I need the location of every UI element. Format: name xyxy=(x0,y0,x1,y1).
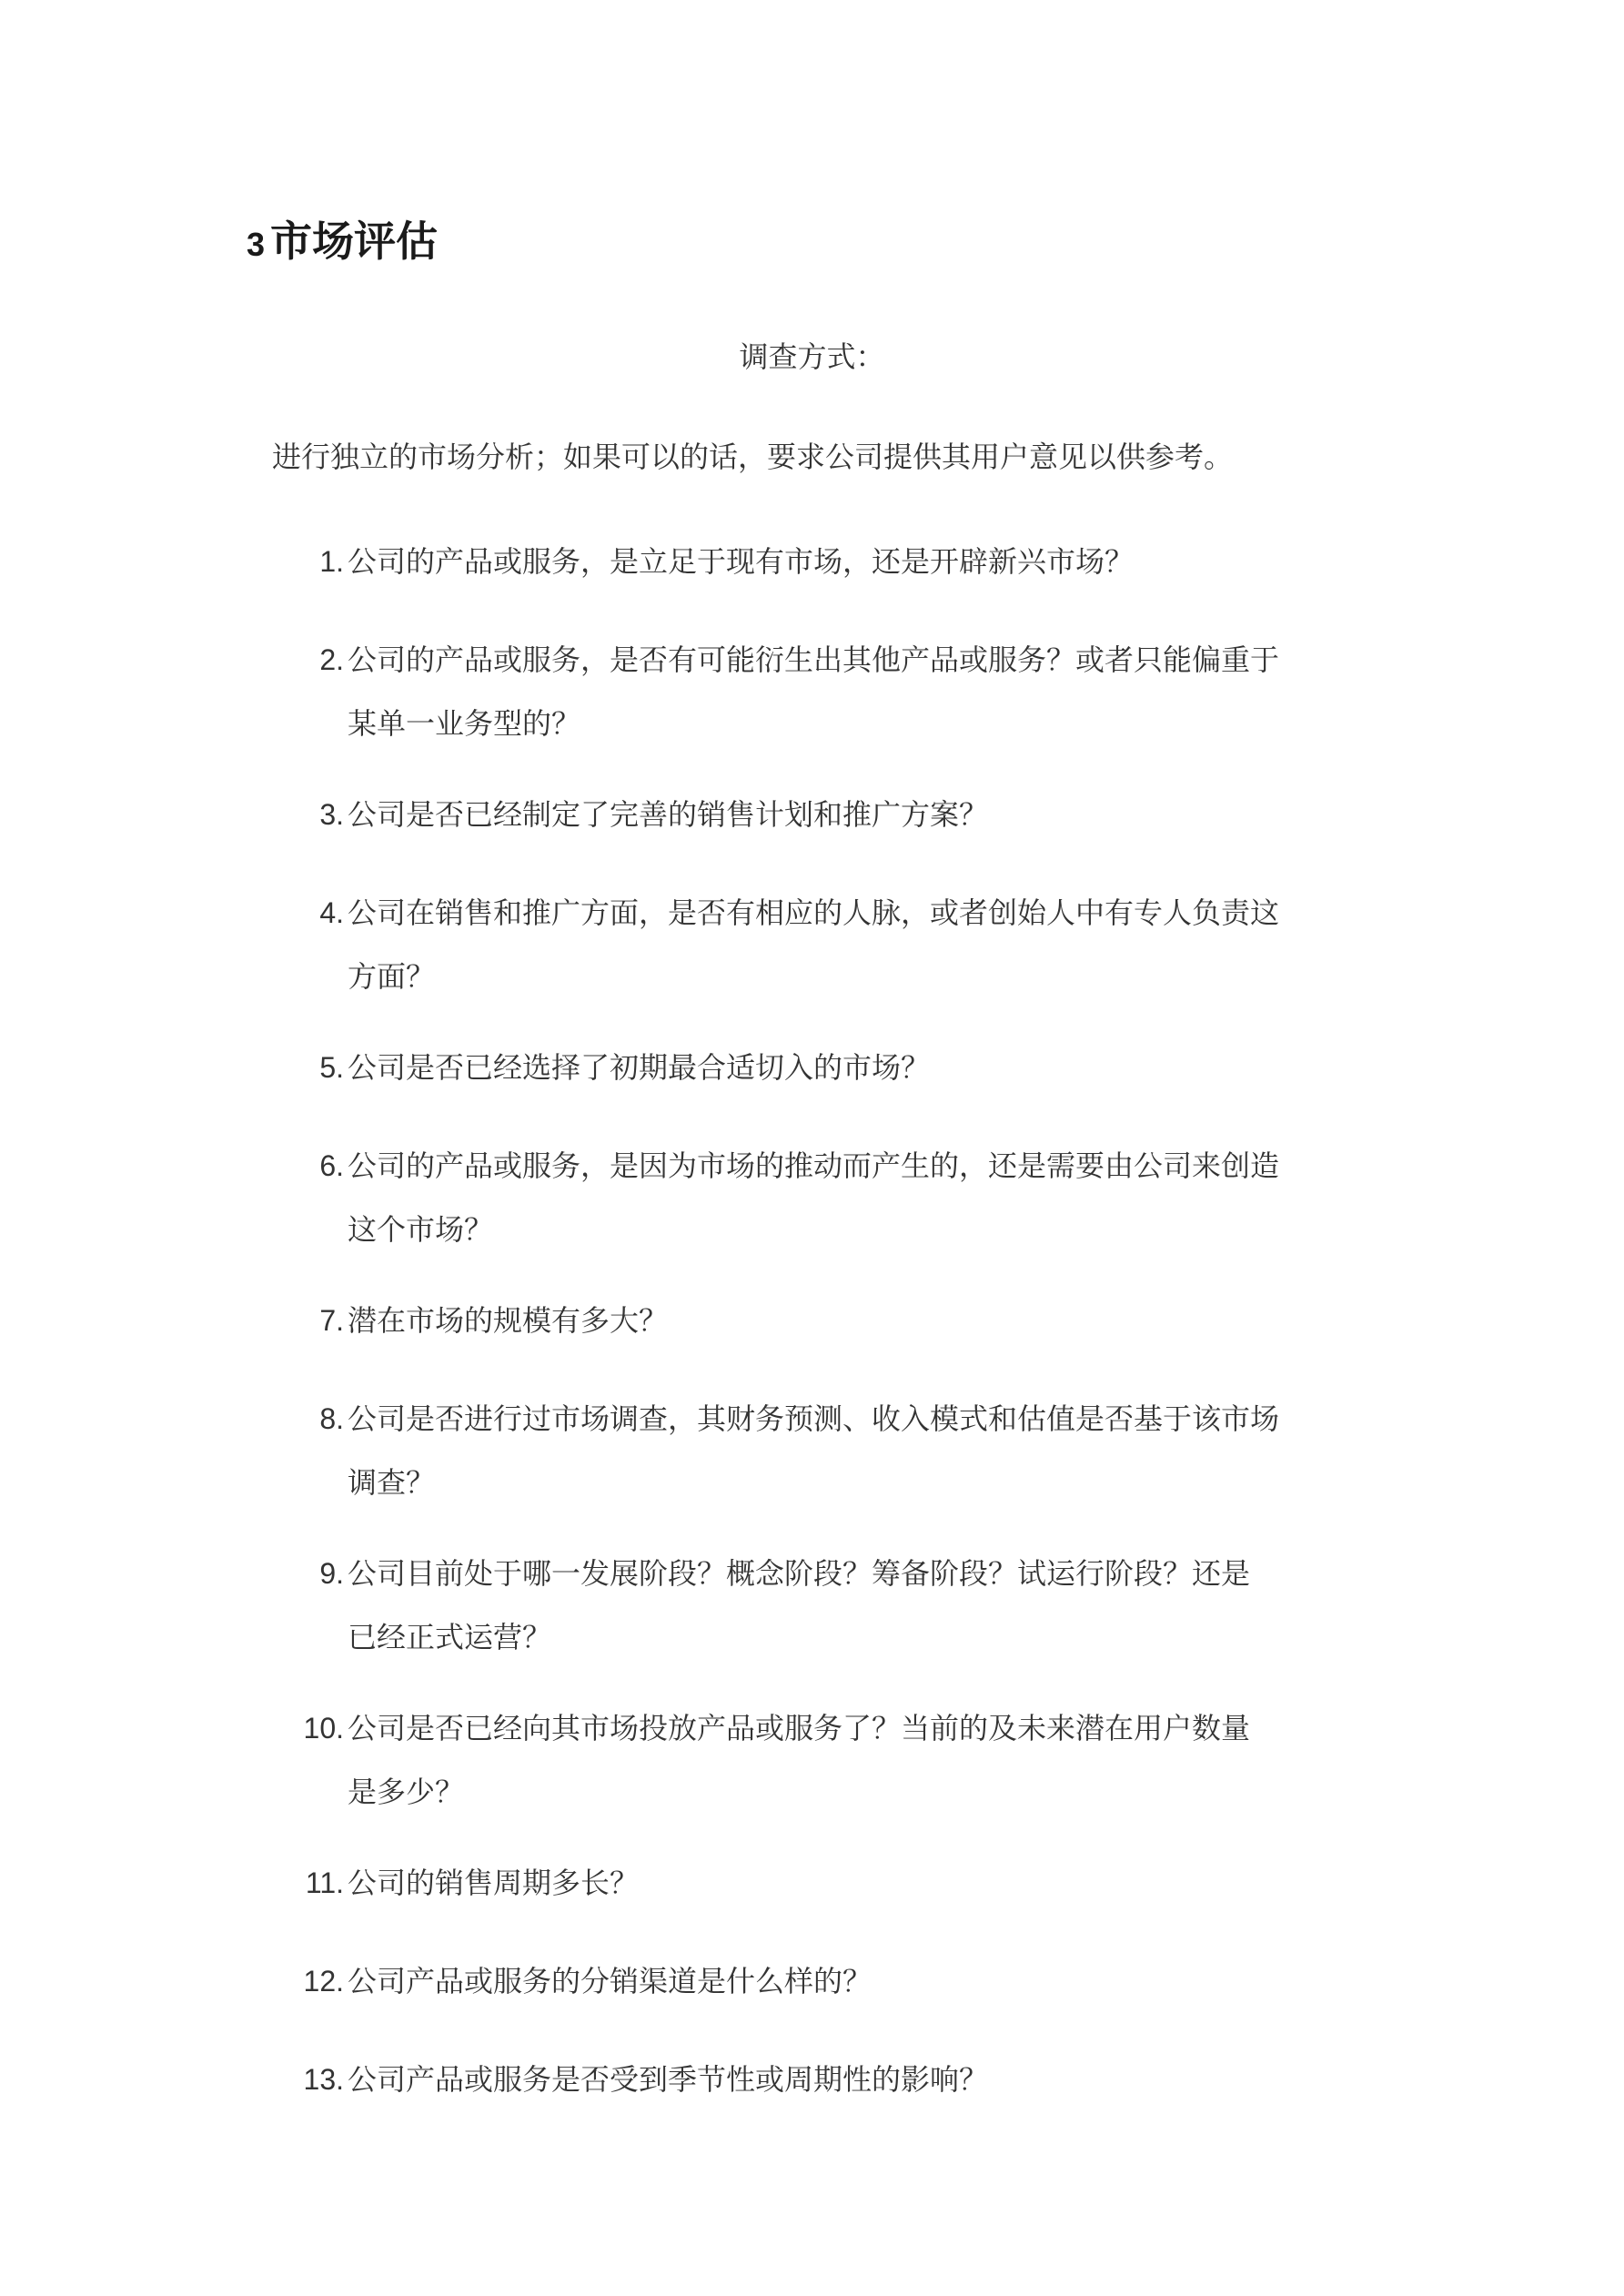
question-line: 公司在销售和推广方面，是否有相应的人脉，或者创始人中有专人负责这 xyxy=(348,895,1280,930)
section-heading xyxy=(247,209,438,278)
question-line: 公司的产品或服务，是否有可能衍生出其他产品或服务？或者只能偏重于 xyxy=(348,642,1280,677)
question-text xyxy=(348,1134,1419,1261)
question-number: 8. xyxy=(319,1402,344,1435)
question-line: 某单一业务型的？ xyxy=(348,706,581,741)
question-text xyxy=(348,1949,1419,2013)
question-text xyxy=(348,628,1419,755)
question-number: 11. xyxy=(305,1866,344,1899)
question-number: 4. xyxy=(319,896,344,929)
question-text xyxy=(348,1289,1419,1352)
question-text xyxy=(348,2048,1419,2111)
question-number: 12. xyxy=(303,1965,344,1998)
question-number: 1. xyxy=(319,545,344,578)
question-line: 公司是否已经向其市场投放产品或服务了？当前的及未来潜在用户数量 xyxy=(348,1711,1251,1745)
question-line: 公司是否进行过市场调查，其财务预测、收入模式和估值是否基于该市场 xyxy=(348,1401,1280,1436)
question-line: 已经正式运营？ xyxy=(348,1620,552,1654)
question-line: 公司目前处于哪一发展阶段？概念阶段？筹备阶段？试运行阶段？还是 xyxy=(348,1556,1251,1591)
question-number: 5. xyxy=(319,1051,344,1084)
question-line: 公司产品或服务的分销渠道是什么样的？ xyxy=(348,1964,873,1998)
question-line: 公司产品或服务是否受到季节性或周期性的影响？ xyxy=(348,2062,989,2097)
question-number: 7. xyxy=(319,1304,344,1337)
question-line: 调查？ xyxy=(348,1465,436,1500)
question-text xyxy=(348,1851,1419,1915)
question-text xyxy=(348,530,1419,593)
method-title: 调查方式： xyxy=(739,339,885,374)
intro-paragraph: 进行独立的市场分析；如果可以的话，要求公司提供其用户意见以供参考。 xyxy=(272,440,1234,474)
question-text xyxy=(348,1696,1419,1824)
question-text xyxy=(348,1387,1419,1514)
question-text xyxy=(348,881,1419,1008)
question-text xyxy=(348,1542,1419,1669)
question-number: 3. xyxy=(319,798,344,831)
question-line: 公司是否已经选择了初期最合适切入的市场？ xyxy=(348,1050,931,1085)
question-number: 10. xyxy=(303,1712,344,1745)
question-line: 公司的销售周期多长？ xyxy=(348,1866,640,1900)
question-line: 公司的产品或服务，是因为市场的推动而产生的，还是需要由公司来创造 xyxy=(348,1148,1280,1183)
question-line: 方面？ xyxy=(348,959,436,994)
question-line: 公司的产品或服务，是立足于现有市场，还是开辟新兴市场？ xyxy=(348,544,1135,579)
question-number: 6. xyxy=(319,1149,344,1182)
question-number: 13. xyxy=(303,2063,344,2096)
question-text xyxy=(348,783,1419,846)
section-number: 3 xyxy=(247,226,266,263)
question-text xyxy=(348,1036,1419,1099)
question-line: 潜在市场的规模有多大？ xyxy=(348,1303,669,1338)
question-line: 公司是否已经制定了完善的销售计划和推广方案？ xyxy=(348,797,989,832)
question-line: 这个市场？ xyxy=(348,1212,494,1247)
question-number: 9. xyxy=(319,1557,344,1590)
section-title: 市场评估 xyxy=(270,217,439,266)
question-number: 2. xyxy=(319,643,344,676)
question-line: 是多少？ xyxy=(348,1775,465,1809)
